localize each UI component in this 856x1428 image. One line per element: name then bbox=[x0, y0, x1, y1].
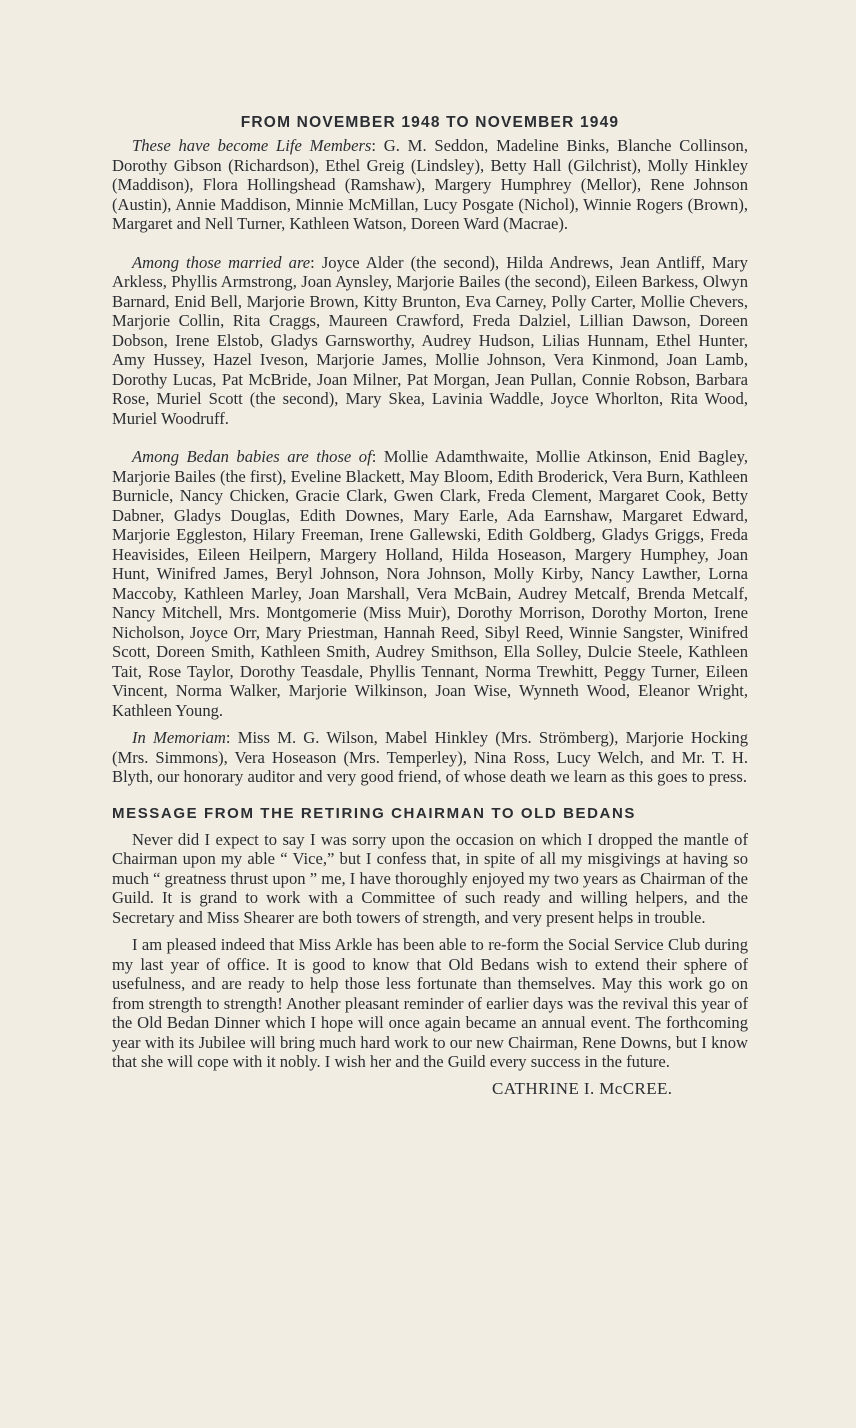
babies-paragraph bbox=[112, 447, 748, 720]
message-paragraph-1: Never did I expect to say I was sorry upon the occasion on which I dropped the mantle of Chairman upon my able “ Vice,” but I confess that, in spite of all my misgivings at having so much “ greatness thrust upon ” me, I have thoroughly enjoyed my two years as Chairman of the Guild. It is grand to work with a Committee of such ready and willing helpers, and the Secretary and Miss Shearer are both towers of strength, and very present helps in trouble. bbox=[112, 829, 748, 927]
babies-lead: Among Bedan babies are those of bbox=[132, 447, 372, 466]
memoriam-paragraph bbox=[112, 728, 748, 787]
memoriam-lead: In Memoriam bbox=[132, 728, 226, 747]
life-members-lead: These have become Life Members bbox=[132, 136, 372, 155]
message-paragraph-2: I am pleased indeed that Miss Arkle has been able to re-form the Social Service Club during my last year of office. It is good to know that Old Bedans wish to extend their sphere of usefulness, and are ready to help those less fortunate than themselves. May this work go on from strength to strength! Another pleasant reminder of earlier days was the revival this year of the Old Bedan Dinner which I hope will once again became an annual event. The forthcoming year with its Jubilee will bring much hard work to our new Chairman, Rene Downs, but I know that she will cope with it nobly. I wish her and the Guild every success in the future. bbox=[112, 935, 748, 1071]
document-page bbox=[112, 114, 748, 1099]
memoriam-text: : Miss M. G. Wilson, Mabel Hinkley (Mrs. Strömberg), Marjorie Hocking (Mrs. Simmons), Vera Hoseason (Mrs. Temperley), Nina Ross, Lucy Welch, and Mr. T. H. Blyth, our honorary auditor and very good friend, of whose death we learn as this goes to press. bbox=[112, 728, 748, 786]
page-heading: FROM NOVEMBER 1948 TO NOVEMBER 1949 bbox=[240, 114, 620, 131]
babies-text: : Mollie Adamthwaite, Mollie Atkinson, Enid Bagley, Marjorie Bailes (the first), Eveline Blackett, May Bloom, Edith Broderick, Vera Burn, Kathleen Burnicle, Nancy Chicken, Gracie Clark, Gwen Clark, Freda Clement, Margaret Cook, Betty Dabner, Gladys Douglas, Edith Downes, Mary Earle, Ada Earnshaw, Margaret Edward, Marjorie Eggleston, Hilary Freeman, Irene Gallewski, Edith Goldberg, Gladys Griggs, Freda Heavisides, Eileen Heilpern, Margery Holland, Hilda Hoseason, Margery Humphey, Joan Hunt, Winifred James, Beryl Johnson, Nora Johnson, Molly Kirby, Nancy Lawther, Lorna Maccoby, Kathleen Marley, Joan Marshall, Vera McBain, Audrey Metcalf, Brenda Metcalf, Nancy Mitchell, Mrs. Montgomerie (Miss Muir), Dorothy Morrison, Dorothy Morton, Irene Nicholson, Joyce Orr, Mary Priestman, Hannah Reed, Sibyl Reed, Winnie Sangster, Winifred Scott, Doreen Smith, Kathleen Smith, Audrey Smithson, Ella Solley, Dulcie Steele, Kathleen Tait, Rose Taylor, Dorothy Teasdale, Phyllis Tennant, Norma Trewhitt, Peggy Turner, Eileen Vincent, Norma Walker, Marjorie Wilkinson, Joan Wise, Wynneth Wood, Eleanor Wright, Kathleen Young. bbox=[112, 447, 748, 720]
message-heading: MESSAGE FROM THE RETIRING CHAIRMAN TO OLD BEDANS bbox=[112, 804, 637, 822]
married-text: : Joyce Alder (the second), Hilda Andrews, Jean Antliff, Mary Arkless, Phyllis Armstrong, Joan Aynsley, Marjorie Bailes (the second), Eileen Barkess, Olwyn Barnard, Enid Bell, Marjorie Brown, Kitty Brunton, Eva Carney, Polly Carter, Mollie Chevers, Marjorie Collin, Rita Craggs, Maureen Crawford, Freda Dalziel, Lillian Dawson, Doreen Dobson, Irene Elstob, Gladys Garnsworthy, Audrey Hudson, Lilias Hunnam, Ethel Hunter, Amy Hussey, Hazel Iveson, Marjorie James, Mollie Johnson, Vera Kinmond, Joan Lamb, Dorothy Lucas, Pat McBride, Joan Milner, Pat Morgan, Jean Pullan, Connie Robson, Barbara Rose, Muriel Scott (the second), Mary Skea, Lavinia Waddle, Joyce Whorlton, Rita Wood, Muriel Woodruff. bbox=[112, 252, 748, 428]
married-lead: Among those married are bbox=[132, 252, 311, 272]
life-members-paragraph bbox=[112, 136, 748, 234]
married-paragraph bbox=[112, 253, 748, 429]
life-members-text: : G. M. Seddon, Madeline Binks, Blanche Collinson, Dorothy Gibson (Richardson), Ethel Greig (Lindsley), Betty Hall (Gilchrist), Molly Hinkley (Maddison), Flora Hollingshead (Ramshaw), Margery Humphrey (Mellor), Rene Johnson (Austin), Annie Maddison, Minnie McMillan, Lucy Posgate (Nichol), Winnie Rogers (Brown), Margaret and Nell Turner, Kathleen Watson, Doreen Ward (Macrae). bbox=[112, 136, 749, 233]
signature: CATHRINE I. McCREE. bbox=[492, 1078, 673, 1098]
